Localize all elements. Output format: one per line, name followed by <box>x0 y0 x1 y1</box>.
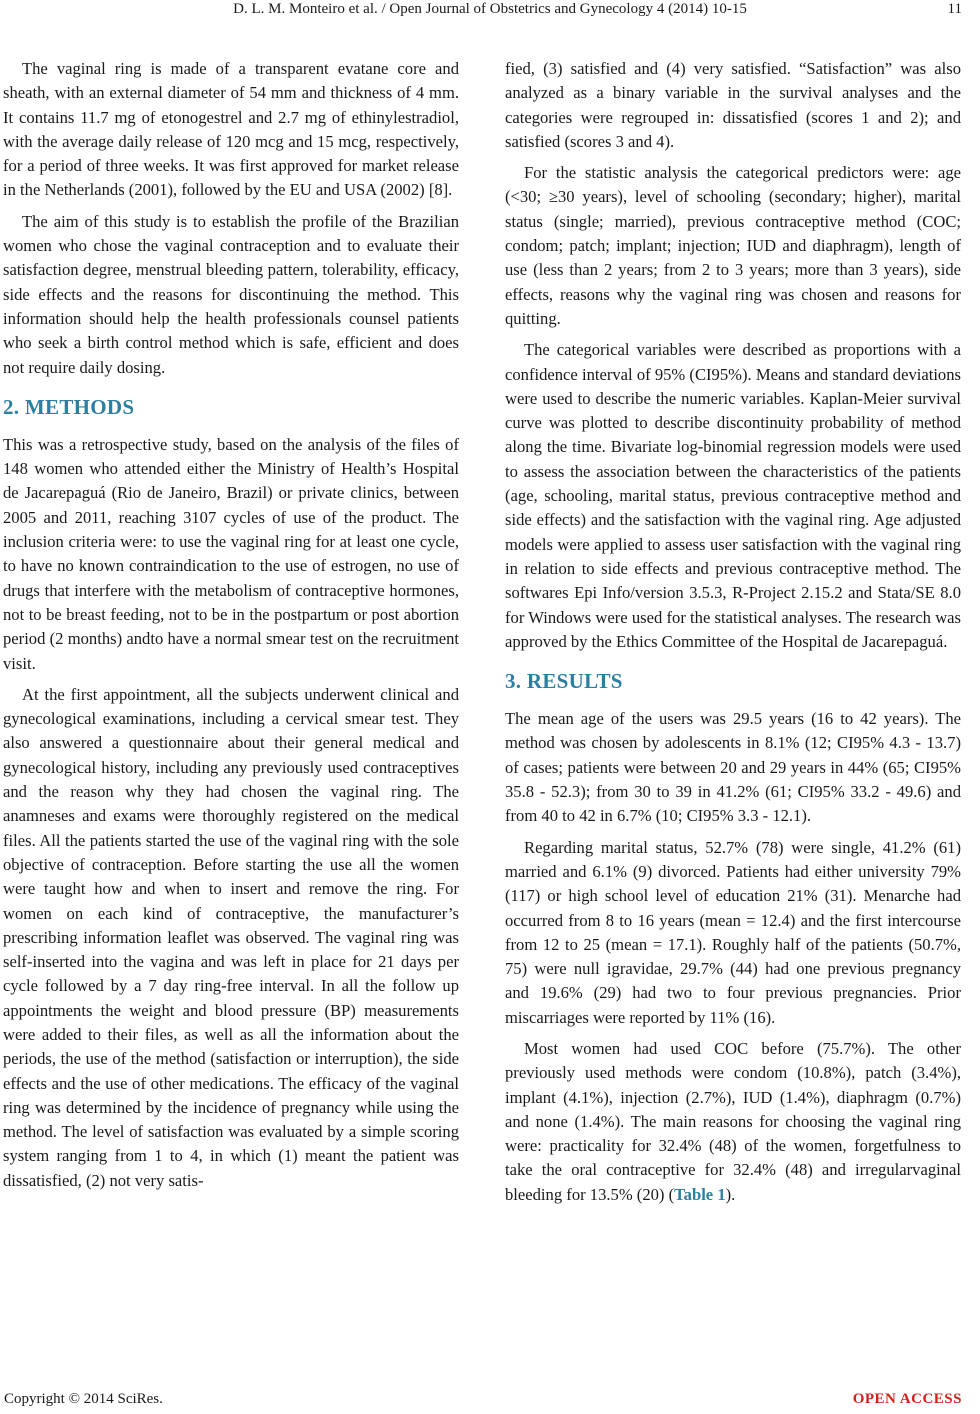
running-head: D. L. M. Monteiro et al. / Open Journal of Obstetrics and Gynecology 4 (2014) 10-15 <box>233 1 747 17</box>
paragraph-ring-description: The vaginal ring is made of a transparent evatane core and sheath, with an external diameter of 54 mm and thickness of 4 mm. It contains 11.7 mg of etonogestrel and 2.7 mg of ethinylestradiol, with the average daily release of 120 mcg and 15 mcg, respectively, for a period of three weeks. It was first approved for market release in the Netherlands (2001), followed by the EU and USA (2002) [8]. <box>3 59 459 200</box>
right-column <box>505 57 961 1214</box>
open-access-label: OPEN ACCESS <box>852 1391 962 1407</box>
paragraph-mean-age: The mean age of the users was 29.5 years (16 to 42 years). The method was chosen by adolescents in 8.1% (12; CI95% 4.3 - 13.7) of cases; patients were between 20 and 29 years in 44% (65; CI95% 35.8 - 52.3); from 30 to 39 in 41.2% (61; CI95% 33.2 - 49.6) and from 40 to 42 in 6.7% (10; CI95% 3.3 - 12.1). <box>505 709 961 826</box>
paragraph-study-aim: The aim of this study is to establish the profile of the Brazilian women who chose the vaginal contraception and to evaluate their satisfaction degree, menstrual bleeding pattern, tolerability, efficacy, side effects and the reasons for discontinuing the method. This information should help the health professionals counsel patients who seek a birth control method which is safe, efficient and does not require daily dosing. <box>3 211 459 377</box>
previous-methods-text: Most women had used COC before (75.7%). The other previously used methods were condom (10.8%), patch (3.4%), implant (4.1%), injection (2.7%), IUD (1.4%), diaphragm (0.7%) and none (1.4%). The main reasons for choosing the vaginal ring were: practicality for 32.4% (48) of the women, forgetfulness to take the oral contraceptive for 32.4% (48) and irregularvaginal bleeding for 13.5% (20) ( <box>505 1038 961 1204</box>
paragraph-predictors: For the statistic analysis the categorical predictors were: age (<30; ≥30 years), level of schooling (secondary; higher), marital status (single; married), previous contraceptive method (COC; condom; patch; implant; injection; IUD and diaphragm), length of use (less than 2 years; from 2 to 3 years; more than 3 years), side effects, reasons why the vaginal ring was chosen and reasons for quitting. <box>505 163 961 328</box>
paragraph-marital-status: Regarding marital status, 52.7% (78) were single, 41.2% (61) married and 6.1% (9) divorced. Patients had either university 79% (117) or high school level of education 21% (31). Menarche had occurred from 8 to 16 years (mean = 12.4) and the first intercourse from 12 to 25 (mean = 17.1). Roughly half of the patients (50.7%, 75) were null igravidae, 29.7% (44) had one previous pregnancy and 19.6% (29) had two to four previous pregnancies. Prior miscarriages were reported by 11% (16). <box>505 837 961 1027</box>
page-number: 11 <box>947 1 962 17</box>
paragraph-satisfaction-continued: fied, (3) satisfied and (4) very satisfied. “Satisfaction” was also analyzed as a binary variable in the survival analyses and the categories were regrouped in: dissatisfied (scores 1 and 2); and satisfied (scores 3 and 4). <box>505 59 961 151</box>
page-header <box>0 0 980 22</box>
section-heading-methods: 2. METHODS <box>3 394 135 419</box>
copyright-notice: Copyright © 2014 SciRes. <box>4 1391 163 1407</box>
section-heading-results: 3. RESULTS <box>505 669 623 694</box>
left-column <box>3 57 459 1200</box>
paragraph-first-appointment: At the first appointment, all the subjects underwent clinical and gynecological examinations, including a cervical smear test. They also answered a questionnaire about their general medical and gynecological history, including any previously used contraceptives and the reason why they had chosen the vaginal ring. The anamneses and exams were thoroughly registered on the medical files. All the patients started the use of the vaginal ring with the sole objective of contraception. Before starting the use all the women were taught how and when to insert and remove the ring. For women on each kind of contraceptive, the manufacturer’s prescribing information leaflet was observed. The vaginal ring was self-inserted into the vagina and was left in place for 21 days per cycle followed by a 7 day ring-free interval. In all the follow up appointments the weight and blood pressure (BP) measurements were added to their files, as well as all the information about the periods, the use of the method (satisfaction or interruption), the side effects and the use of other medications. The efficacy of the vaginal ring was determined by the incidence of pregnancy while using the method. The level of satisfaction was evaluated by a simple scoring system ranging from 1 to 4, in which (1) meant the patient was dissatisfied, (2) not very satis- <box>3 684 459 1190</box>
paragraph-statistical-methods: The categorical variables were described as proportions with a confidence interval of 95% (CI95%). Means and standard deviations were used to describe the numeric variables. Kaplan-Meier survival curve was plotted to describe discontinuity probability of method along the time. Bivariate log-binomial regression models were used to assess the association between the characteristics of the patients (age, schooling, marital status, previous contraceptive method and side effects) and the satisfaction with the vaginal ring. Age adjusted models were applied to assess user satisfaction with the vaginal ring in relation to side effects and previous contraceptive method. The softwares Epi Info/version 3.5.3, R-Project 2.15.2 and Stata/SE 8.0 for Windows were used for the statistical analyses. The research was approved by the Ethics Committee of the Hospital de Jacarepaguá. <box>505 340 961 651</box>
paragraph-study-design: This was a retrospective study, based on the analysis of the files of 148 women who attended either the Ministry of Health’s Hospital de Jacarepaguá (Rio de Janeiro, Brazil) or private clinics, between 2005 and 2011, reaching 3107 cycles of use of the product. The inclusion criteria were: to use the vaginal ring for at least one cycle, to have no known contraindication to the use of estrogen, no use of drugs that interfere with the metabolism of contraceptive hormones, not to be breast feeding, not to be in the postpartum or post abortion period (2 months) andto have a normal smear test on the recruitment visit. <box>3 434 459 673</box>
previous-methods-end: ). <box>725 1184 736 1204</box>
paragraph-previous-methods <box>505 1037 961 1207</box>
table-1-link[interactable]: Table 1 <box>674 1184 726 1204</box>
